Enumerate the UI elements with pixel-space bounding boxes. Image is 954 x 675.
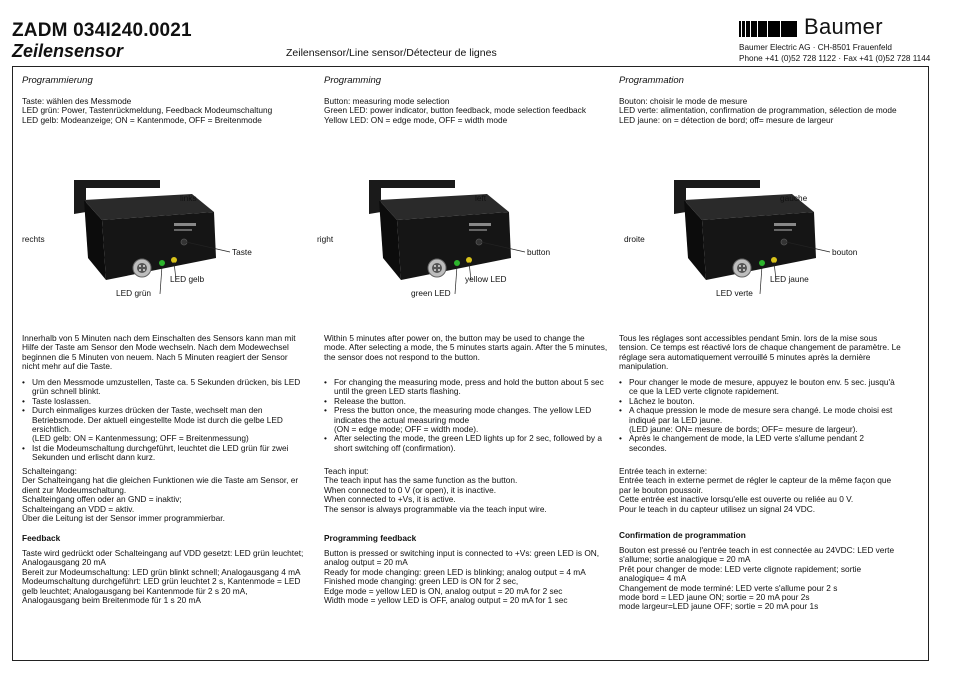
feedback-line: mode bord = LED jaune ON; sortie = 20 mA pour 2s <box>619 592 810 603</box>
teach-line: Über die Leitung ist der Sensor immer programmierbar. <box>22 513 225 524</box>
list-item: • Après le changement de mode, la LED verte s'allume pendant 2 secondes. <box>619 434 903 453</box>
baumer-logo <box>739 16 929 40</box>
teach-line: Schalteingang an VDD = aktiv. <box>22 503 135 514</box>
intro-paragraph: Within 5 minutes after power on, the button may be used to change the mode. After selecting a mode, the 5 minutes starts again. After the 5 minutes, the sensor does not respond to the button. <box>324 333 608 362</box>
feedback-heading: Confirmation de programmation <box>619 530 746 540</box>
teach-input-block <box>324 467 608 514</box>
feedback-heading: Feedback <box>22 533 61 543</box>
feedback-heading: Programming feedback <box>324 533 417 543</box>
feedback-line: Bouton est pressé ou l'entrée teach in est connectée au 24VDC: LED verte s'allume; sortie analogique = 20 mA <box>619 545 895 565</box>
led-icon <box>454 260 460 266</box>
list-item: (LED jaune: ON= mesure de bords; OFF= mesure de largeur). <box>629 424 858 435</box>
instruction-list <box>22 378 306 463</box>
intro-block <box>324 97 608 125</box>
list-item: • Release the button. <box>324 397 608 406</box>
teach-line: Schalteingang offen oder an GND = inaktiv; <box>22 494 182 505</box>
feedback-line: mode largeur=LED jaune OFF; sortie = 20 mA pour 1s <box>619 601 819 612</box>
list-item: • Lâchez le bouton. <box>619 397 903 406</box>
section-heading: Programmation <box>619 75 684 86</box>
teach-input-block <box>22 467 306 523</box>
list-item: • A chaque pression le mode de mesure sera changé. Le mode choisi est indiqué par la LED jaune. <box>619 406 903 425</box>
figure-label-left: right <box>317 234 334 244</box>
feedback-line: Taste wird gedrückt oder Schalteingang auf VDD gesetzt: LED grün leuchtet; Analogausgang 20 mA <box>22 548 304 568</box>
list-item: (ON = edge mode; OFF = width mode). <box>334 424 479 435</box>
feedback-block <box>324 549 608 605</box>
figure-label-button: bouton <box>832 247 858 257</box>
intro-paragraph: Tous les réglages sont accessibles pendant 5min. lors de la mise sous tension. Ce temps est réactivé lors de chaque changement de paramètre. Le réglage sera automatiquement verrouillé 5 minutes après la dernière manipulation. <box>619 333 901 372</box>
brand-name: Baumer <box>804 14 883 39</box>
feedback-line: Button is pressed or switching input is connected to +Vs: green LED is ON, analog output = 20 mA <box>324 548 600 568</box>
intro-block <box>619 97 903 125</box>
sensor-device-illustration <box>22 180 306 322</box>
figure-label-yellow: LED gelb <box>170 274 205 284</box>
feedback-line: Width mode = yellow LED is OFF, analog output = 20 mA for 1 sec <box>324 595 568 606</box>
teach-line: Pour le teach in du capteur utilisez un signal 24 VDC. <box>619 503 816 514</box>
feedback-block <box>22 549 306 605</box>
list-item: • For changing the measuring mode, press and hold the button about 5 sec until the green LED starts flashing. <box>324 378 608 397</box>
teach-line: Cette entrée est inactive lorsqu'elle est ouverte ou reliée au 0 V. <box>619 494 854 505</box>
document-subtitle: Zeilensensor/Line sensor/Détecteur de lignes <box>286 47 497 59</box>
teach-line: The sensor is always programmable via the teach input wire. <box>324 503 547 514</box>
intro-line: Green LED: power indicator, button feedback, mode selection feedback <box>324 105 586 116</box>
teach-line: Schalteingang: <box>22 466 77 476</box>
figure-label-top: left <box>475 193 487 203</box>
device-figure <box>317 180 608 322</box>
list-item: • Pour changer le mode de mesure, appuyez le bouton env. 5 sec. jusqu'à ce que la LED verte clignote rapidement. <box>619 378 903 397</box>
intro-block <box>22 97 306 125</box>
figure-label-green: LED grün <box>116 288 152 298</box>
figure-label-yellow: yellow LED <box>465 274 507 284</box>
feedback-line: Modeumschaltung durchgeführt: LED grün leuchtet 2 s, Kantenmode = LED gelb leuchtet; Analogausgang bei Kantenmode für 2 s 20 mA, Analogausgang beim Breitenmode für 1 s 20 mA <box>22 576 301 606</box>
led-icon <box>759 260 765 266</box>
column-1 <box>22 75 306 606</box>
intro-line: LED jaune: on = détection de bord; off= mesure de largeur <box>619 114 834 125</box>
feedback-block <box>619 546 903 612</box>
feedback-line: Finished mode changing: green LED is ON for 2 sec, <box>324 576 519 587</box>
list-item: • Um den Messmode umzustellen, Taste ca. 5 Sekunden drücken, bis LED grün schnell blinkt. <box>22 378 306 397</box>
figure-label-button: button <box>527 247 551 257</box>
feedback-line: Ready for mode changing: green LED is blinking; analog output = 4 mA <box>324 566 586 577</box>
intro-paragraph: Innerhalb von 5 Minuten nach dem Einschalten des Sensors kann man mit Hilfe der Taste am Sensor den Mode wechseln. Nach dem Modewechsel beginnen die 5 Minuten von neuem. Nach 5 Minuten reagiert der Sensor nicht mehr auf die Taste. <box>22 333 296 372</box>
feedback-line: Bereit zur Modeumschaltung: LED grün blinkt schnell; Analogausgang 4 mA <box>22 566 301 577</box>
teach-line: Der Schalteingang hat die gleichen Funktionen wie die Taste am Sensor, er dient zur Modeumschaltung. <box>22 475 299 495</box>
led-icon <box>159 260 165 266</box>
model-number: ZADM 034I240.0021 <box>12 20 192 41</box>
list-item: • After selecting the mode, the green LED lights up for 2 sec, followed by a short switching off (confirmation). <box>324 434 608 453</box>
company-line-2: Phone +41 (0)52 728 1122 · Fax +41 (0)52 728 1144 <box>739 54 931 63</box>
sensor-device-illustration <box>324 180 608 322</box>
section-heading: Programmierung <box>22 75 93 86</box>
product-name: Zeilensensor <box>12 41 124 61</box>
intro-line: LED grün: Power, Tastenrückmeldung, Feedback Modeumschaltung <box>22 105 273 116</box>
figure-label-button: Taste <box>232 247 252 257</box>
intro-line: LED gelb: Modeanzeige; ON = Kantenmode, OFF = Breitenmode <box>22 114 262 125</box>
company-address <box>739 42 930 64</box>
sensor-device-illustration <box>619 180 903 322</box>
company-line-1: Baumer Electric AG · CH-8501 Frauenfeld <box>739 43 892 52</box>
intro-line: Button: measuring mode selection <box>324 96 450 106</box>
device-figure <box>22 180 306 322</box>
list-item: • Ist die Modeumschaltung durchgeführt, leuchtet die LED grün für zwei Sekunden und erlischt dann kurz. <box>22 444 306 463</box>
column-2 <box>317 75 608 606</box>
list-item: • Durch einmaliges kurzes drücken der Taste, wechselt man den Betriebsmode. Der aktuell eingestellte Mode ist durch die gelbe LED ersichtlich. <box>22 406 306 434</box>
figure-label-top: gauche <box>780 193 808 203</box>
feedback-line: Prêt pour changer de mode: LED verte clignote rapidement; sortie analogique= 4 mA <box>619 563 862 584</box>
figure-label-green: green LED <box>411 288 451 298</box>
figure-label-left: rechts <box>22 234 45 244</box>
intro-line: Bouton: choisir le mode de mesure <box>619 96 748 106</box>
column-3 <box>619 75 903 612</box>
teach-line: Entrée teach in externe: <box>619 466 708 476</box>
feedback-line: Edge mode = yellow LED is ON, analog output = 20 mA for 2 sec <box>324 585 563 596</box>
feedback-line: Changement de mode terminé: LED verte s'allume pour 2 s <box>619 582 838 593</box>
figure-label-top: links <box>180 193 197 203</box>
teach-line: When connected to 0 V (or open), it is inactive. <box>324 484 497 495</box>
intro-line: Yellow LED: ON = edge mode, OFF = width mode <box>324 114 508 125</box>
figure-label-yellow: LED jaune <box>770 274 809 284</box>
instruction-list <box>324 378 608 453</box>
teach-line: Teach input: <box>324 466 369 476</box>
teach-input-block <box>619 467 903 514</box>
intro-line: Taste: wählen des Messmode <box>22 96 132 106</box>
list-item: • Press the button once, the measuring mode changes. The yellow LED indicates the actual measuring mode <box>324 406 608 425</box>
list-item: (LED gelb: ON = Kantenmessung; OFF = Breitenmessung) <box>32 433 249 444</box>
teach-line: When connected to +Vs, it is active. <box>324 494 456 505</box>
list-item: • Taste loslassen. <box>22 397 306 406</box>
instruction-list <box>619 378 903 453</box>
teach-line: The teach input has the same function as the button. <box>324 475 518 486</box>
device-figure <box>619 180 903 322</box>
section-heading: Programming <box>324 75 382 86</box>
logo-bars-icon <box>739 17 798 37</box>
figure-label-left: droite <box>624 234 645 244</box>
teach-line: Entrée teach in externe permet de régler le capteur de la même façon que par le bouton poussoir. <box>619 475 892 495</box>
figure-label-green: LED verte <box>716 288 753 298</box>
intro-line: LED verte: alimentation, confirmation de programmation, sélection de mode <box>619 105 897 116</box>
